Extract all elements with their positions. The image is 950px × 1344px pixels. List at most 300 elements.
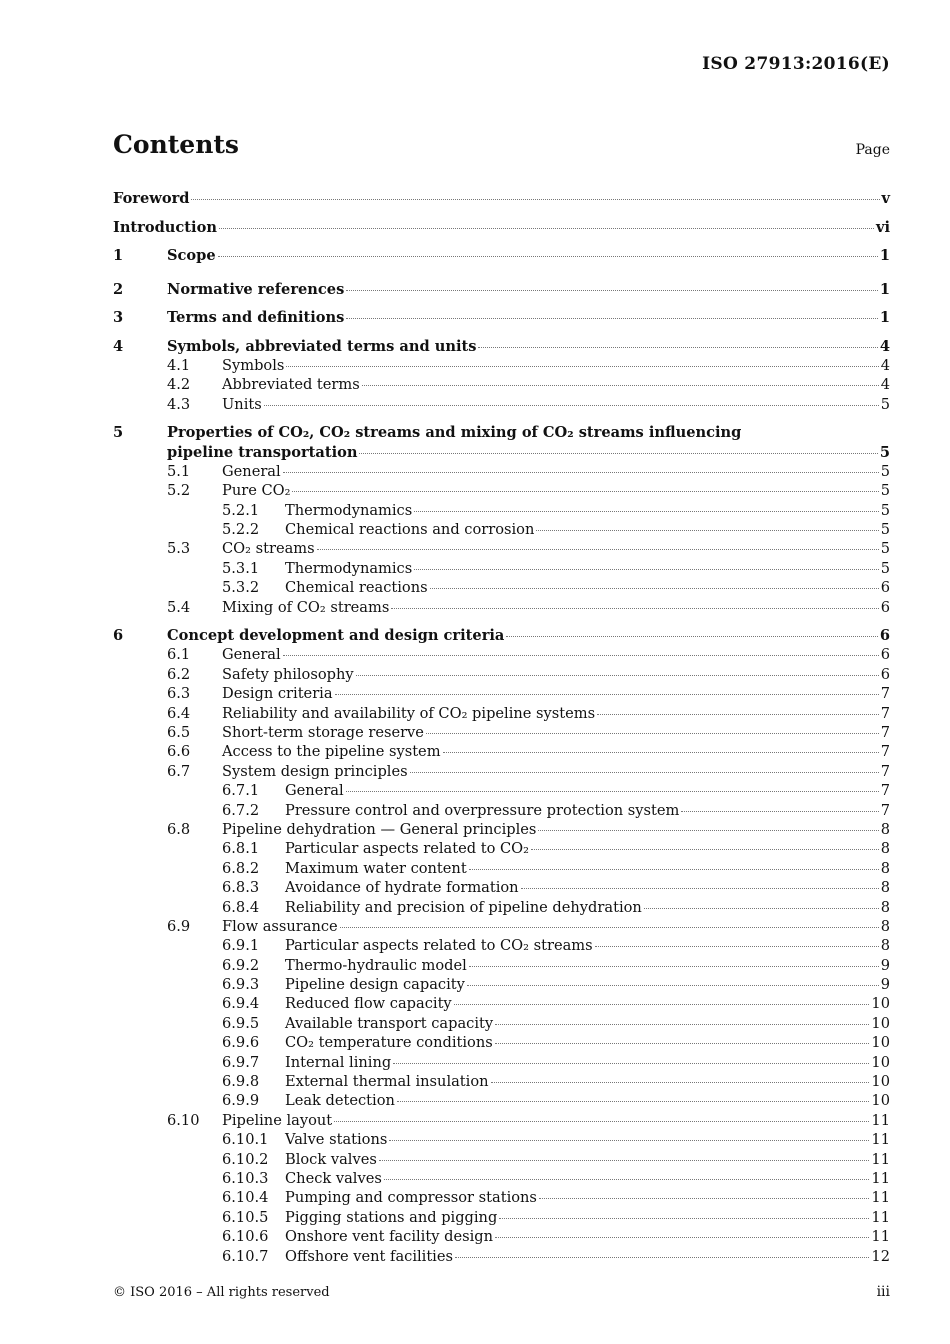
toc-entry-6-9-7[interactable] — [113, 1053, 890, 1072]
toc-entry-6[interactable] — [113, 626, 890, 645]
toc-entry-5-2-2[interactable] — [113, 520, 890, 539]
toc-label — [285, 994, 890, 1013]
toc-leader-dots — [356, 675, 879, 676]
toc-entry-5-3-1[interactable] — [113, 559, 890, 578]
toc-label — [222, 462, 890, 481]
toc-label — [222, 684, 890, 703]
toc-leader-dots — [264, 405, 879, 406]
toc-page-number: 10 — [871, 995, 890, 1013]
toc-number: 6.10.6 — [222, 1228, 269, 1246]
toc-number: 5.3 — [167, 540, 191, 558]
toc-leader-dots — [414, 569, 878, 570]
toc-number: 6.7.1 — [222, 782, 260, 800]
toc-label — [285, 1227, 890, 1246]
toc-label — [285, 1072, 890, 1091]
toc-page-number: 11 — [871, 1150, 890, 1168]
toc-label — [222, 356, 890, 375]
toc-page-number: 10 — [871, 1053, 890, 1071]
toc-page-number: 6 — [880, 665, 890, 683]
toc-title: Introduction — [113, 218, 217, 236]
toc-label — [167, 337, 890, 356]
toc-title: External thermal insulation — [285, 1073, 489, 1091]
toc-page-number: 11 — [871, 1208, 890, 1226]
toc-title: Reliability and precision of pipeline dehydration — [285, 898, 642, 916]
toc-number: 6.10.3 — [222, 1169, 269, 1187]
toc-entry-4-1[interactable] — [113, 356, 890, 375]
page-column-label: Page — [855, 142, 890, 158]
toc-label — [222, 704, 890, 723]
toc-leader-dots — [681, 811, 878, 812]
toc-number: 6.8.1 — [222, 840, 260, 858]
toc-page-number: 4 — [879, 337, 890, 355]
toc-label — [222, 375, 890, 394]
toc-entry-6-9-6[interactable] — [113, 1033, 890, 1052]
toc-leader-dots — [340, 927, 879, 928]
toc-entry-6-3[interactable] — [113, 684, 890, 703]
toc-number: 2 — [113, 280, 124, 298]
toc-title: Thermo-hydraulic model — [285, 956, 467, 974]
toc-label — [222, 820, 890, 839]
toc-leader-dots — [292, 491, 878, 492]
toc-title: Maximum water content — [285, 859, 467, 877]
toc-title: Particular aspects related to CO₂ — [285, 840, 529, 858]
toc-title: Offshore vent facilities — [285, 1247, 453, 1265]
toc-entry-6-8-3[interactable] — [113, 878, 890, 897]
toc-title: Abbreviated terms — [222, 376, 360, 394]
toc-entry-6-10-2[interactable] — [113, 1150, 890, 1169]
toc-title: Pipeline design capacity — [285, 976, 465, 994]
toc-entry-6-1[interactable] — [113, 645, 890, 664]
toc-number: 6.5 — [167, 723, 191, 741]
toc-number: 5.2 — [167, 482, 191, 500]
toc-label — [285, 520, 890, 539]
toc-page-number: 6 — [880, 646, 890, 664]
toc-leader-dots — [443, 752, 879, 753]
toc-number: 6.9.2 — [222, 956, 260, 974]
toc-page-number: 5 — [880, 559, 890, 577]
toc-entry-3[interactable] — [113, 308, 890, 327]
toc-label — [222, 539, 890, 558]
page-number: iii — [876, 1284, 890, 1300]
toc-page-number: 10 — [871, 1073, 890, 1091]
toc-leader-dots — [495, 1237, 869, 1238]
toc-entry-5[interactable] — [113, 423, 890, 442]
toc-title: Check valves — [285, 1169, 382, 1187]
toc-number: 3 — [113, 309, 124, 327]
toc-entry-5-3[interactable] — [113, 539, 890, 558]
toc-number: 6.7.2 — [222, 801, 260, 819]
toc-page-number: 7 — [880, 762, 890, 780]
toc-page-number: 11 — [871, 1169, 890, 1187]
toc-title: Chemical reactions — [285, 579, 428, 597]
toc-title: Pumping and compressor stations — [285, 1189, 537, 1207]
toc-number: 5.2.2 — [222, 521, 260, 539]
toc-label — [113, 185, 890, 214]
toc-leader-dots — [346, 791, 879, 792]
toc-leader-dots — [391, 608, 878, 609]
toc-leader-dots — [317, 549, 879, 550]
toc-number: 6.9.3 — [222, 976, 260, 994]
toc-page-number: 7 — [880, 704, 890, 722]
toc-page-number: 9 — [880, 976, 890, 994]
toc-number: 1 — [113, 247, 124, 265]
toc-entry-6-9-2[interactable] — [113, 956, 890, 975]
toc-label — [285, 801, 890, 820]
toc-title: Units — [222, 395, 262, 413]
toc-label — [285, 975, 890, 994]
toc-number: 6.9 — [167, 917, 191, 935]
toc-entry-6-8-1[interactable] — [113, 839, 890, 858]
toc-label — [167, 443, 890, 462]
toc-title: System design principles — [222, 762, 408, 780]
toc-page-number: 7 — [880, 801, 890, 819]
toc-number: 6.3 — [167, 685, 191, 703]
toc-title: CO₂ streams — [222, 540, 315, 558]
toc-title: Pressure control and overpressure protection system — [285, 801, 680, 819]
toc-entry-pipeline-transportation[interactable] — [113, 443, 890, 462]
toc-label — [285, 501, 890, 520]
toc-page-number: 5 — [880, 395, 890, 413]
toc-title: Design criteria — [222, 685, 333, 703]
toc-leader-dots — [334, 1121, 869, 1122]
toc-number: 6.10.1 — [222, 1131, 269, 1149]
toc-page-number: 11 — [871, 1228, 890, 1246]
toc-page-number: 5 — [880, 521, 890, 539]
toc-leader-dots — [414, 511, 878, 512]
toc-label — [222, 723, 890, 742]
toc-leader-dots — [597, 714, 879, 715]
toc-leader-dots — [389, 1140, 869, 1141]
toc-leader-dots — [644, 908, 879, 909]
toc-title: Scope — [167, 247, 216, 265]
toc-leader-dots — [491, 1082, 870, 1083]
toc-label — [222, 395, 890, 414]
toc-leader-dots — [283, 472, 879, 473]
toc-label — [285, 1091, 890, 1110]
toc-number: 4.1 — [167, 356, 191, 374]
toc-page-number: 1 — [879, 309, 890, 327]
toc-leader-dots — [410, 772, 879, 773]
toc-page-number: 9 — [880, 956, 890, 974]
toc-title: Pigging stations and pigging — [285, 1208, 498, 1226]
toc-title: Pure CO₂ — [222, 482, 291, 500]
toc-page-number: 1 — [879, 280, 890, 298]
toc-page-number: 7 — [880, 723, 890, 741]
toc-page-number: 5 — [880, 482, 890, 500]
toc-label — [285, 578, 890, 597]
toc-entry-6-9-3[interactable] — [113, 975, 890, 994]
toc-title: Short-term storage reserve — [222, 723, 424, 741]
toc-number: 6.9.6 — [222, 1034, 260, 1052]
toc-label — [285, 1130, 890, 1149]
toc-page-number: 6 — [880, 579, 890, 597]
toc-label — [285, 1188, 890, 1207]
toc-number: 4 — [113, 337, 124, 355]
toc-label — [222, 481, 890, 500]
toc-page-number: 6 — [880, 598, 890, 616]
toc-label — [222, 917, 890, 936]
toc-number: 6.10.7 — [222, 1247, 269, 1265]
toc-number: 6.8.4 — [222, 898, 260, 916]
toc-number: 5.4 — [167, 598, 191, 616]
toc-title: Chemical reactions and corrosion — [285, 521, 535, 539]
toc-number: 6.2 — [167, 665, 191, 683]
toc-entry-5-2-1[interactable] — [113, 501, 890, 520]
toc-number: 6.9.9 — [222, 1092, 260, 1110]
toc-entry-4[interactable] — [113, 337, 890, 356]
toc-page-number: 8 — [880, 937, 890, 955]
toc-title: Reduced flow capacity — [285, 995, 452, 1013]
toc-label — [285, 898, 890, 917]
toc-title: Symbols — [222, 356, 285, 374]
toc-entry-introduction[interactable] — [113, 214, 890, 243]
toc-page-number: 5 — [879, 443, 890, 461]
toc-entry-6-6[interactable] — [113, 742, 890, 761]
toc-title: Internal lining — [285, 1053, 392, 1071]
table-of-contents — [113, 185, 890, 1266]
toc-page-number: 11 — [871, 1189, 890, 1207]
toc-entry-5-3-2[interactable] — [113, 578, 890, 597]
toc-entry-6-8[interactable] — [113, 820, 890, 839]
toc-label — [285, 1053, 890, 1072]
toc-label — [285, 839, 890, 858]
toc-leader-dots — [362, 385, 879, 386]
toc-leader-dots — [286, 366, 878, 367]
toc-label — [222, 742, 890, 761]
toc-entry-2[interactable] — [113, 280, 890, 299]
toc-label — [285, 1014, 890, 1033]
toc-leader-dots — [379, 1160, 870, 1161]
toc-entry-6-9-1[interactable] — [113, 936, 890, 955]
toc-number: 6.1 — [167, 646, 191, 664]
toc-entry-6-8-4[interactable] — [113, 898, 890, 917]
toc-label — [167, 242, 890, 271]
toc-number: 6.9.4 — [222, 995, 260, 1013]
toc-title: Foreword — [113, 190, 190, 207]
toc-entry-6-9-5[interactable] — [113, 1014, 890, 1033]
toc-number: 6.7 — [167, 762, 191, 780]
toc-label — [285, 1247, 890, 1266]
toc-page-number: 4 — [880, 356, 890, 374]
toc-leader-dots — [346, 290, 878, 291]
toc-page-number: 8 — [880, 917, 890, 935]
toc-title: Block valves — [285, 1150, 377, 1168]
toc-label — [222, 1111, 890, 1130]
toc-label — [167, 308, 890, 327]
toc-leader-dots — [539, 1198, 870, 1199]
toc-label — [285, 781, 890, 800]
toc-page-number: 12 — [871, 1247, 890, 1265]
toc-leader-dots — [455, 1257, 869, 1258]
toc-entry-4-3[interactable] — [113, 395, 890, 414]
toc-title: General — [222, 646, 281, 664]
toc-title: Access to the pipeline system — [222, 743, 441, 761]
toc-page-number: v — [881, 190, 890, 207]
toc-title: Terms and definitions — [167, 309, 345, 327]
toc-title: Thermodynamics — [285, 501, 413, 519]
toc-label — [222, 762, 890, 781]
toc-label — [113, 214, 890, 243]
toc-page-number: 1 — [879, 247, 890, 265]
toc-leader-dots — [335, 694, 879, 695]
toc-label — [222, 598, 890, 617]
toc-leader-dots — [218, 256, 878, 257]
toc-leader-dots — [495, 1024, 869, 1025]
toc-entry-6-9-8[interactable] — [113, 1072, 890, 1091]
toc-number: 6.9.5 — [222, 1014, 260, 1032]
toc-title: Symbols, abbreviated terms and units — [167, 337, 477, 355]
toc-title: Thermodynamics — [285, 559, 413, 577]
toc-leader-dots — [467, 985, 879, 986]
toc-page-number: 7 — [880, 743, 890, 761]
toc-page-number: 10 — [871, 1034, 890, 1052]
toc-number: 6.10.2 — [222, 1150, 269, 1168]
toc-entry-6-7[interactable] — [113, 762, 890, 781]
toc-leader-dots — [521, 888, 879, 889]
toc-leader-dots — [384, 1179, 870, 1180]
toc-page-number: 7 — [880, 782, 890, 800]
toc-page-number: 5 — [880, 462, 890, 480]
toc-entry-6-7-2[interactable] — [113, 801, 890, 820]
toc-entry-6-2[interactable] — [113, 665, 890, 684]
toc-leader-dots — [454, 1004, 870, 1005]
toc-title: Onshore vent facility design — [285, 1228, 493, 1246]
toc-entry-6-10-4[interactable] — [113, 1188, 890, 1207]
toc-leader-dots — [506, 636, 877, 637]
toc-number: 5.3.2 — [222, 579, 260, 597]
toc-leader-dots — [219, 228, 874, 229]
toc-entry-6-10-1[interactable] — [113, 1130, 890, 1149]
toc-leader-dots — [478, 347, 877, 348]
toc-entry-4-2[interactable] — [113, 375, 890, 394]
toc-label — [285, 859, 890, 878]
toc-entry-5-1[interactable] — [113, 462, 890, 481]
toc-page-number: 6 — [879, 627, 890, 645]
toc-leader-dots — [495, 1043, 870, 1044]
toc-title: Leak detection — [285, 1092, 395, 1110]
toc-entry-6-10-5[interactable] — [113, 1208, 890, 1227]
toc-title: Normative references — [167, 280, 345, 298]
toc-title: Properties of CO₂, CO₂ streams and mixing of CO₂ streams influencing — [167, 424, 742, 442]
toc-title: Mixing of CO₂ streams — [222, 598, 390, 616]
toc-entry-6-10-6[interactable] — [113, 1227, 890, 1246]
toc-leader-dots — [359, 453, 877, 454]
toc-page-number: 8 — [880, 840, 890, 858]
toc-entry-6-9-9[interactable] — [113, 1091, 890, 1110]
toc-entry-6-5[interactable] — [113, 723, 890, 742]
toc-page-number: 8 — [880, 879, 890, 897]
toc-number: 4.3 — [167, 395, 191, 413]
toc-label — [167, 626, 890, 645]
toc-entry-6-9[interactable] — [113, 917, 890, 936]
toc-label — [285, 936, 890, 955]
toc-title: Valve stations — [285, 1131, 388, 1149]
toc-page-number: 5 — [880, 501, 890, 519]
toc-label — [222, 645, 890, 664]
toc-number: 6.8.3 — [222, 879, 260, 897]
document-id: ISO 27913:2016(E) — [702, 54, 890, 74]
toc-page-number: 5 — [880, 540, 890, 558]
toc-number: 6.6 — [167, 743, 191, 761]
toc-entry-6-7-1[interactable] — [113, 781, 890, 800]
toc-title: Reliability and availability of CO₂ pipeline systems — [222, 704, 596, 722]
toc-number: 6.10.4 — [222, 1189, 269, 1207]
toc-title: pipeline transportation — [167, 443, 358, 461]
toc-leader-dots — [531, 849, 879, 850]
toc-number: 6.9.1 — [222, 937, 260, 955]
toc-title: Pipeline layout — [222, 1111, 333, 1129]
toc-entry-6-8-2[interactable] — [113, 859, 890, 878]
toc-entry-5-4[interactable] — [113, 598, 890, 617]
toc-label — [285, 956, 890, 975]
toc-leader-dots — [191, 199, 879, 200]
toc-label — [285, 1150, 890, 1169]
toc-leader-dots — [595, 946, 879, 947]
toc-number: 6.10.5 — [222, 1208, 269, 1226]
toc-title: CO₂ temperature conditions — [285, 1034, 493, 1052]
toc-page-number: 8 — [880, 898, 890, 916]
toc-number: 5.3.1 — [222, 559, 260, 577]
toc-label — [285, 559, 890, 578]
toc-number: 6.10 — [167, 1111, 200, 1129]
toc-entry-6-10-7[interactable] — [113, 1247, 890, 1266]
toc-label — [167, 280, 890, 299]
toc-leader-dots — [499, 1218, 869, 1219]
toc-entry-6-4[interactable] — [113, 704, 890, 723]
toc-number: 5 — [113, 424, 124, 442]
toc-label — [285, 878, 890, 897]
toc-entry-6-10-3[interactable] — [113, 1169, 890, 1188]
toc-label — [222, 665, 890, 684]
toc-leader-dots — [469, 869, 879, 870]
toc-page-number: 4 — [880, 376, 890, 394]
toc-page-number: 10 — [871, 1092, 890, 1110]
toc-entry-5-2[interactable] — [113, 481, 890, 500]
toc-leader-dots — [346, 318, 877, 319]
toc-label — [285, 1033, 890, 1052]
toc-leader-dots — [426, 733, 879, 734]
toc-entry-foreword[interactable] — [113, 185, 890, 214]
copyright-notice: © ISO 2016 – All rights reserved — [113, 1285, 330, 1300]
toc-entry-6-9-4[interactable] — [113, 994, 890, 1013]
toc-number: 5.1 — [167, 462, 191, 480]
toc-leader-dots — [283, 655, 879, 656]
toc-title: Safety philosophy — [222, 665, 354, 683]
toc-entry-1[interactable] — [113, 242, 890, 271]
toc-title: Particular aspects related to CO₂ streams — [285, 937, 593, 955]
toc-leader-dots — [538, 830, 878, 831]
toc-title: Available transport capacity — [285, 1014, 494, 1032]
toc-title: Concept development and design criteria — [167, 627, 505, 645]
page-title: Contents — [113, 130, 240, 159]
toc-number: 5.2.1 — [222, 501, 260, 519]
toc-page-number: 11 — [871, 1131, 890, 1149]
toc-page-number: vi — [875, 218, 890, 236]
toc-title: General — [222, 462, 281, 480]
toc-leader-dots — [430, 588, 879, 589]
toc-leader-dots — [393, 1063, 869, 1064]
toc-page-number: 11 — [871, 1111, 890, 1129]
toc-number: 6.9.7 — [222, 1053, 260, 1071]
toc-leader-dots — [469, 966, 879, 967]
toc-page-number: 7 — [880, 685, 890, 703]
toc-title: Avoidance of hydrate formation — [285, 879, 519, 897]
toc-page-number: 8 — [880, 820, 890, 838]
toc-label — [285, 1169, 890, 1188]
toc-number: 4.2 — [167, 376, 191, 394]
toc-entry-6-10[interactable] — [113, 1111, 890, 1130]
toc-number: 6 — [113, 627, 124, 645]
